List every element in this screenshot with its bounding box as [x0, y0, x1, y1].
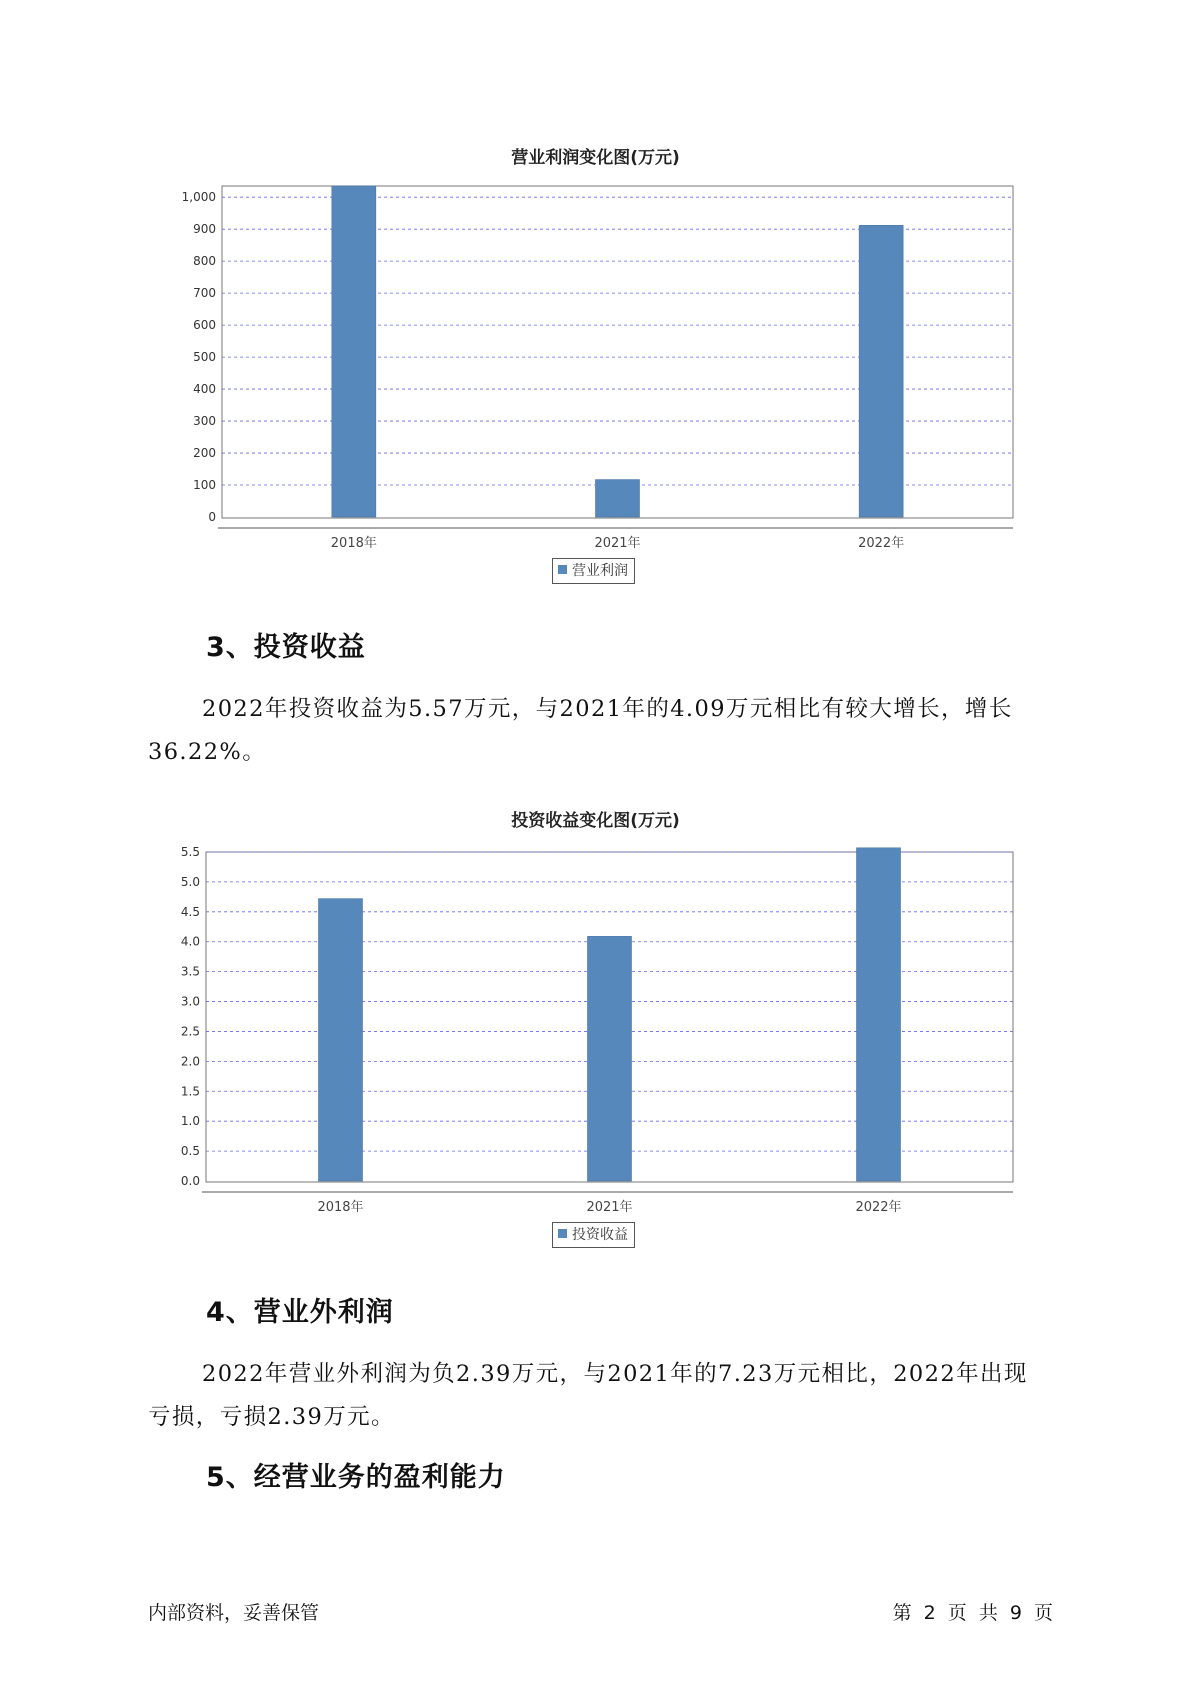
section-body-investment-income	[148, 688, 1048, 774]
bar-2021年	[588, 936, 632, 1181]
bar-2022年	[859, 225, 903, 517]
legend-swatch	[558, 1229, 567, 1238]
chart-title-operating-profit: 营业利润变化图(万元)	[511, 148, 680, 168]
y-tick-label: 3.5	[180, 964, 200, 979]
y-tick-label: 1.0	[180, 1114, 200, 1129]
legend-operating-profit	[552, 558, 635, 584]
y-tick-label: 5.0	[180, 874, 200, 889]
bar-2022年	[857, 848, 901, 1181]
legend-label: 投资收益	[572, 1227, 628, 1243]
footer-page-number: 第 2 页 共 9 页	[892, 1602, 1053, 1624]
investment-income-chart	[0, 835, 1191, 1215]
y-tick-label: 5.5	[180, 845, 200, 859]
y-tick-label: 200	[193, 446, 216, 461]
chart-title-investment-income: 投资收益变化图(万元)	[511, 811, 680, 831]
x-tick-label: 2021年	[594, 536, 641, 551]
bar-2018年	[332, 186, 376, 517]
y-tick-label: 800	[193, 254, 216, 269]
y-tick-label: 1,000	[181, 190, 216, 205]
x-tick-label: 2022年	[858, 536, 905, 551]
x-tick-label: 2018年	[330, 536, 377, 551]
legend-label: 营业利润	[572, 563, 628, 579]
y-tick-label: 1.5	[180, 1084, 200, 1099]
x-tick-label: 2021年	[586, 1200, 633, 1215]
x-tick-label: 2022年	[855, 1200, 902, 1215]
y-tick-label: 0	[208, 510, 216, 524]
y-tick-label: 4.0	[180, 934, 200, 949]
y-tick-label: 2.0	[180, 1054, 200, 1069]
section-heading-investment-income: 3、投资收益	[206, 632, 366, 663]
bar-2018年	[319, 899, 363, 1181]
bar-2021年	[596, 480, 640, 517]
y-tick-label: 600	[193, 318, 216, 333]
section-heading-operating-profitability: 5、经营业务的盈利能力	[206, 1462, 506, 1493]
footer-confidential-note: 内部资料，妥善保管	[148, 1602, 320, 1624]
paragraph-text: 2022年投资收益为5.57万元，与2021年的4.09万元相比有较大增长，增长36.22%。	[148, 696, 1013, 765]
y-tick-label: 2.5	[180, 1024, 200, 1039]
y-tick-label: 0.5	[180, 1144, 200, 1159]
y-tick-label: 3.0	[180, 994, 200, 1009]
x-tick-label: 2018年	[317, 1200, 364, 1215]
section-heading-non-operating-profit: 4、营业外利润	[206, 1297, 394, 1328]
y-tick-label: 400	[193, 382, 216, 397]
y-tick-label: 300	[193, 414, 216, 429]
section-body-non-operating-profit	[148, 1353, 1048, 1439]
y-tick-label: 500	[193, 350, 216, 365]
legend-swatch	[558, 565, 567, 574]
y-tick-label: 0.0	[180, 1174, 200, 1188]
y-tick-label: 700	[193, 286, 216, 301]
paragraph-text: 2022年营业外利润为负2.39万元，与2021年的7.23万元相比，2022年出现亏损，亏损2.39万元。	[148, 1361, 1028, 1430]
legend-investment-income	[552, 1222, 635, 1248]
y-tick-label: 100	[193, 478, 216, 493]
y-tick-label: 900	[193, 222, 216, 237]
y-tick-label: 4.5	[180, 904, 200, 919]
operating-profit-chart	[0, 170, 1191, 551]
